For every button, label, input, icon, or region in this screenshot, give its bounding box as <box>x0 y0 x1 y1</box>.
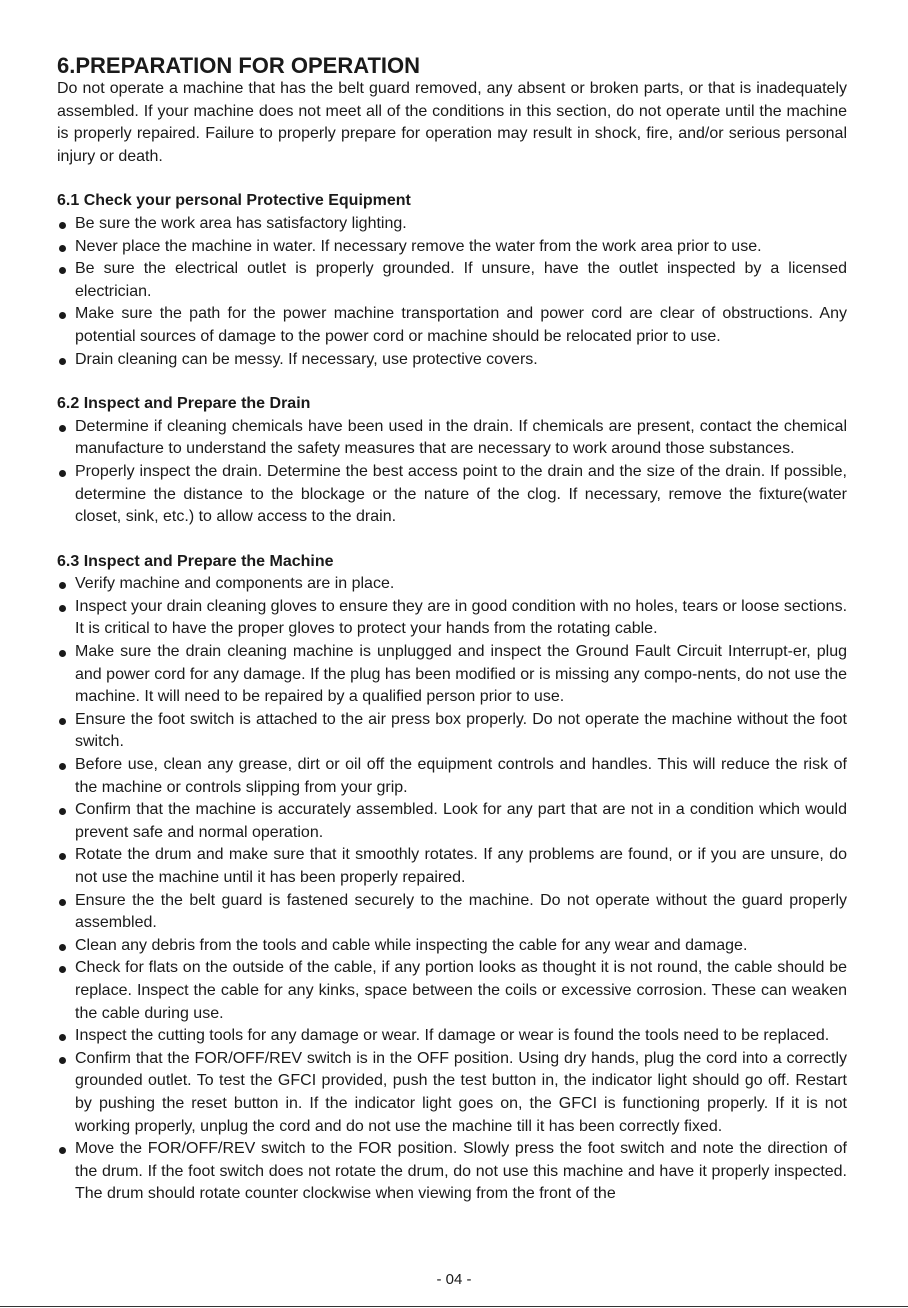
list-item: Before use, clean any grease, dirt or oil off the equipment controls and handles. This will reduce the risk of the machine or controls slipping from your grip. <box>57 754 847 799</box>
bullet-list <box>57 573 847 1206</box>
footer-divider <box>0 1306 908 1307</box>
list-item: Make sure the drain cleaning machine is unplugged and inspect the Ground Fault Circuit Interrupt-er, plug and power cord for any damage. If the plug has been modified or is missing any compo-nents, do not use the machine. It will need to be repaired by a qualified person prior to use. <box>57 641 847 709</box>
list-item: Never place the machine in water. If necessary remove the water from the work area prior to use. <box>57 236 847 259</box>
list-item: Make sure the path for the power machine transportation and power cord are clear of obstructions. Any potential sources of damage to the power cord or machine should be relocated prior to use. <box>57 303 847 348</box>
page-number: - 04 - <box>436 1271 472 1288</box>
list-item: Inspect the cutting tools for any damage or wear. If damage or wear is found the tools need to be replaced. <box>57 1025 847 1048</box>
intro-paragraph: Do not operate a machine that has the belt guard removed, any absent or broken parts, or that is inadequately assembled. If your machine does not meet all of the conditions in this section, do not operate until the machine is properly repaired. Failure to properly prepare for operation may result in shock, fire, and/or serious personal injury or death. <box>57 80 847 165</box>
list-item: Determine if cleaning chemicals have been used in the drain. If chemicals are present, contact the chemical manufacture to understand the safety measures that are necessary to work around those substances. <box>57 416 847 461</box>
section-heading: 6.2 Inspect and Prepare the Drain <box>57 395 311 413</box>
section-inspect-machine <box>57 551 847 1206</box>
list-item: Clean any debris from the tools and cable while inspecting the cable for any wear and damage. <box>57 935 847 958</box>
list-item: Be sure the electrical outlet is properly grounded. If unsure, have the outlet inspected by a licensed electrician. <box>57 258 847 303</box>
list-item: Confirm that the FOR/OFF/REV switch is in the OFF position. Using dry hands, plug the cord into a correctly grounded outlet. To test the GFCI provided, push the test button in, the indicator light should go off. Restart by pushing the reset button in. If the indicator light goes on, the GFCI is functioning properly. If it is not working properly, unplug the cord and do not use the machine till it has been correctly fixed. <box>57 1048 847 1138</box>
bullet-list <box>57 213 847 371</box>
list-item: Verify machine and components are in place. <box>57 573 847 596</box>
document-page <box>57 54 847 1206</box>
section-inspect-drain <box>57 393 847 529</box>
list-item: Ensure the the belt guard is fastened securely to the machine. Do not operate without the guard properly assembled. <box>57 890 847 935</box>
section-heading: 6.1 Check your personal Protective Equipment <box>57 192 411 210</box>
list-item: Drain cleaning can be messy. If necessary, use protective covers. <box>57 349 847 372</box>
list-item: Properly inspect the drain. Determine the best access point to the drain and the size of the drain. If possible, determine the distance to the blockage or the nature of the clog. If necessary, remove the fixture(water closet, sink, etc.) to allow access to the drain. <box>57 461 847 529</box>
section-protective-equipment <box>57 190 847 371</box>
page-title: 6.PREPARATION FOR OPERATION <box>57 53 421 78</box>
section-heading: 6.3 Inspect and Prepare the Machine <box>57 552 334 570</box>
list-item: Check for flats on the outside of the cable, if any portion looks as thought it is not round, the cable should be replace. Inspect the cable for any kinks, space between the coils or excessive corrosion. These can weaken the cable during use. <box>57 957 847 1025</box>
list-item: Inspect your drain cleaning gloves to ensure they are in good condition with no holes, tears or loose sections. It is critical to have the proper gloves to protect your hands from the rotating cable. <box>57 596 847 641</box>
list-item: Ensure the foot switch is attached to the air press box properly. Do not operate the machine without the foot switch. <box>57 709 847 754</box>
list-item: Rotate the drum and make sure that it smoothly rotates. If any problems are found, or if you are unsure, do not use the machine until it has been properly repaired. <box>57 844 847 889</box>
list-item: Be sure the work area has satisfactory lighting. <box>57 213 847 236</box>
list-item: Confirm that the machine is accurately assembled. Look for any part that are not in a condition which would prevent safe and normal operation. <box>57 799 847 844</box>
list-item: Move the FOR/OFF/REV switch to the FOR position. Slowly press the foot switch and note the direction of the drum. If the foot switch does not rotate the drum, do not use this machine and have it properly inspected. The drum should rotate counter clockwise when viewing from the front of the <box>57 1138 847 1206</box>
bullet-list <box>57 416 847 529</box>
